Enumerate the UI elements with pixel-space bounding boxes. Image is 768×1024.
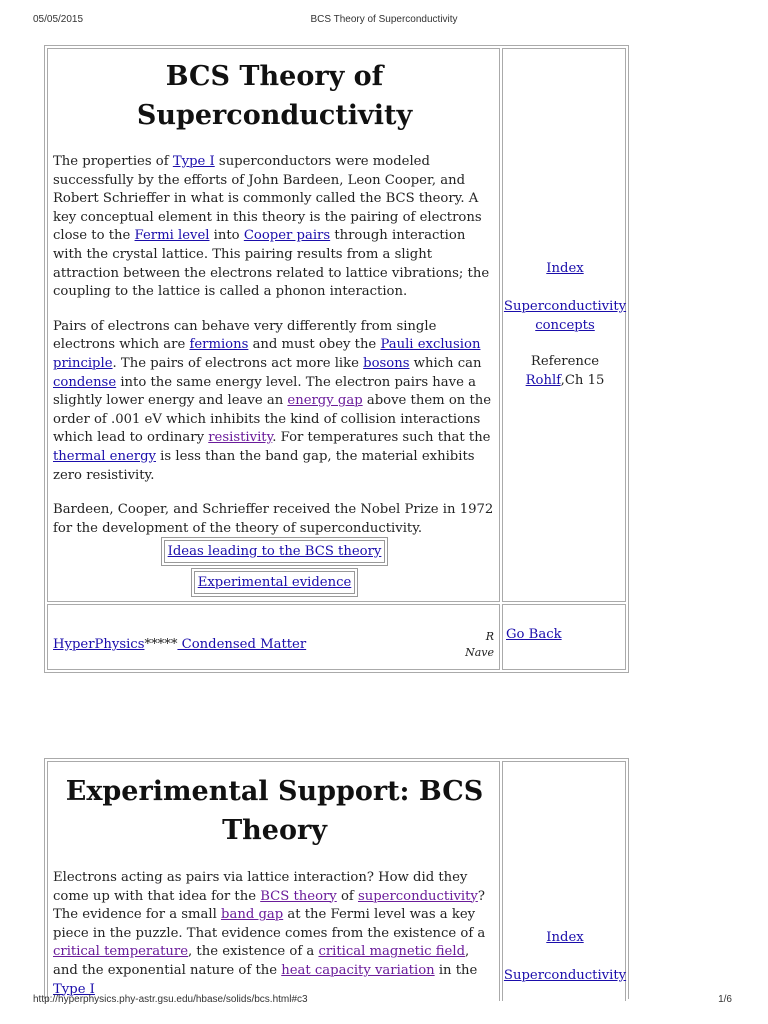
section2-title: [48, 772, 501, 850]
reference-label: Reference: [530, 354, 600, 369]
sidebar-cell: [502, 48, 626, 602]
title-line-1: BCS Theory of: [165, 61, 384, 92]
nobel-paragraph: Bardeen, Cooper, and Schrieffer received the Nobel Prize in 1972 for the development of the theory of superconductivity.: [53, 502, 494, 536]
footer-left-cell: [47, 604, 500, 670]
author-name: Nave: [465, 646, 494, 659]
type-i-link-2[interactable]: Type I: [53, 981, 95, 997]
section2-title-line-2: Theory: [222, 815, 327, 846]
ideas-leading-button[interactable]: Ideas leading to the BCS theory: [167, 544, 382, 559]
fermi-level-link[interactable]: Fermi level: [134, 228, 210, 244]
go-back-link[interactable]: Go Back: [506, 627, 562, 642]
energy-gap-link[interactable]: energy gap: [287, 393, 363, 409]
section2-title-line-1: Experimental Support: BCS: [65, 776, 484, 807]
evidence-button-frame: [191, 568, 359, 597]
critical-temperature-link[interactable]: critical temperature: [53, 944, 189, 960]
title-line-2: Superconductivity: [136, 100, 413, 131]
pdf-header: [0, 14, 768, 28]
condensed-matter-link[interactable]: Condensed Matter: [177, 637, 307, 652]
cooper-pairs-link[interactable]: Cooper pairs: [243, 228, 331, 244]
critical-magnetic-field-link[interactable]: critical magnetic field: [318, 944, 466, 960]
fermions-link[interactable]: fermions: [189, 337, 249, 353]
print-url: http://hyperphysics.phy-astr.gsu.edu/hbase/solids/bcs.html#c3: [33, 994, 308, 1005]
resistivity-link[interactable]: resistivity: [208, 430, 273, 446]
rohlf-link[interactable]: Rohlf: [525, 372, 561, 388]
experimental-evidence-button[interactable]: Experimental evidence: [197, 575, 352, 590]
footer-right-cell: [502, 604, 626, 670]
section2-paragraph: Electrons acting as pairs via lattice interaction? How did they come up with that idea for the BCS theory of superconductivity? The evidence for a small band gap at the Fermi level was a key piece in the puzzle. That evidence comes from the existence of a critical temperature, the existence of a critical magnetic field, and the exponential nature of the heat capacity variation in the Type I: [53, 870, 486, 997]
thermal-energy-link[interactable]: thermal energy: [53, 448, 156, 464]
page-title: [48, 57, 501, 135]
print-title: BCS Theory of Superconductivity: [310, 14, 458, 25]
band-gap-link[interactable]: band gap: [221, 907, 284, 923]
section2-superconductivity-link[interactable]: Superconductivity: [503, 968, 627, 983]
bosons-link[interactable]: bosons: [363, 355, 410, 371]
main-content-cell: [47, 48, 500, 602]
bcs-theory-table: [44, 45, 629, 673]
print-date: 05/05/2015: [33, 14, 84, 25]
author-initial: R: [485, 630, 494, 643]
section2-sidebar-cell: [502, 761, 626, 1001]
type-i-link[interactable]: Type I: [172, 154, 215, 169]
chapter-label: ,Ch 15: [560, 372, 605, 388]
section2-content-cell: [47, 761, 500, 1001]
hyperphysics-link[interactable]: HyperPhysics: [53, 637, 145, 652]
heat-capacity-link[interactable]: heat capacity variation: [281, 962, 435, 978]
stars: *****: [144, 637, 178, 652]
section2-index-link[interactable]: Index: [546, 930, 584, 945]
pauli-exclusion-link[interactable]: Pauli exclusion principle: [53, 337, 481, 371]
pdf-footer: [0, 994, 768, 1008]
index-link[interactable]: Index: [546, 261, 584, 276]
ideas-button-frame: [161, 537, 389, 566]
experimental-support-table: [44, 758, 629, 999]
intro-paragraph: The properties of Type I superconductors were modeled successfully by the efforts of John Bardeen, Leon Cooper, and Robert Schrieffer in what is commonly called the BCS theory. A key conceptual element in this theory is the pairing of electrons close to the Fermi level into Cooper pairs through interaction with the crystal lattice. This pairing results from a slight attraction between the electrons related to lattice vibrations; the coupling to the lattice is called a phonon interaction.: [53, 154, 490, 300]
superconductivity-link[interactable]: superconductivity: [357, 888, 478, 904]
page-count: 1/6: [718, 994, 732, 1005]
bcs-theory-link[interactable]: BCS theory: [260, 888, 337, 904]
condense-link[interactable]: condense: [53, 374, 117, 390]
superconductivity-concepts-link[interactable]: Superconductivity concepts: [503, 299, 627, 333]
pairs-paragraph: Pairs of electrons can behave very differently from single electrons which are fermions and must obey the Pauli exclusion principle. The pairs of electrons act more like bosons which can condense into the same energy level. The electron pairs have a slightly lower energy and leave an energy gap above them on the order of .001 eV which inhibits the kind of collision interactions which lead to ordinary resistivity. For temperatures such that the thermal energy is less than the band gap, the material exhibits zero resistivity.: [53, 318, 492, 483]
